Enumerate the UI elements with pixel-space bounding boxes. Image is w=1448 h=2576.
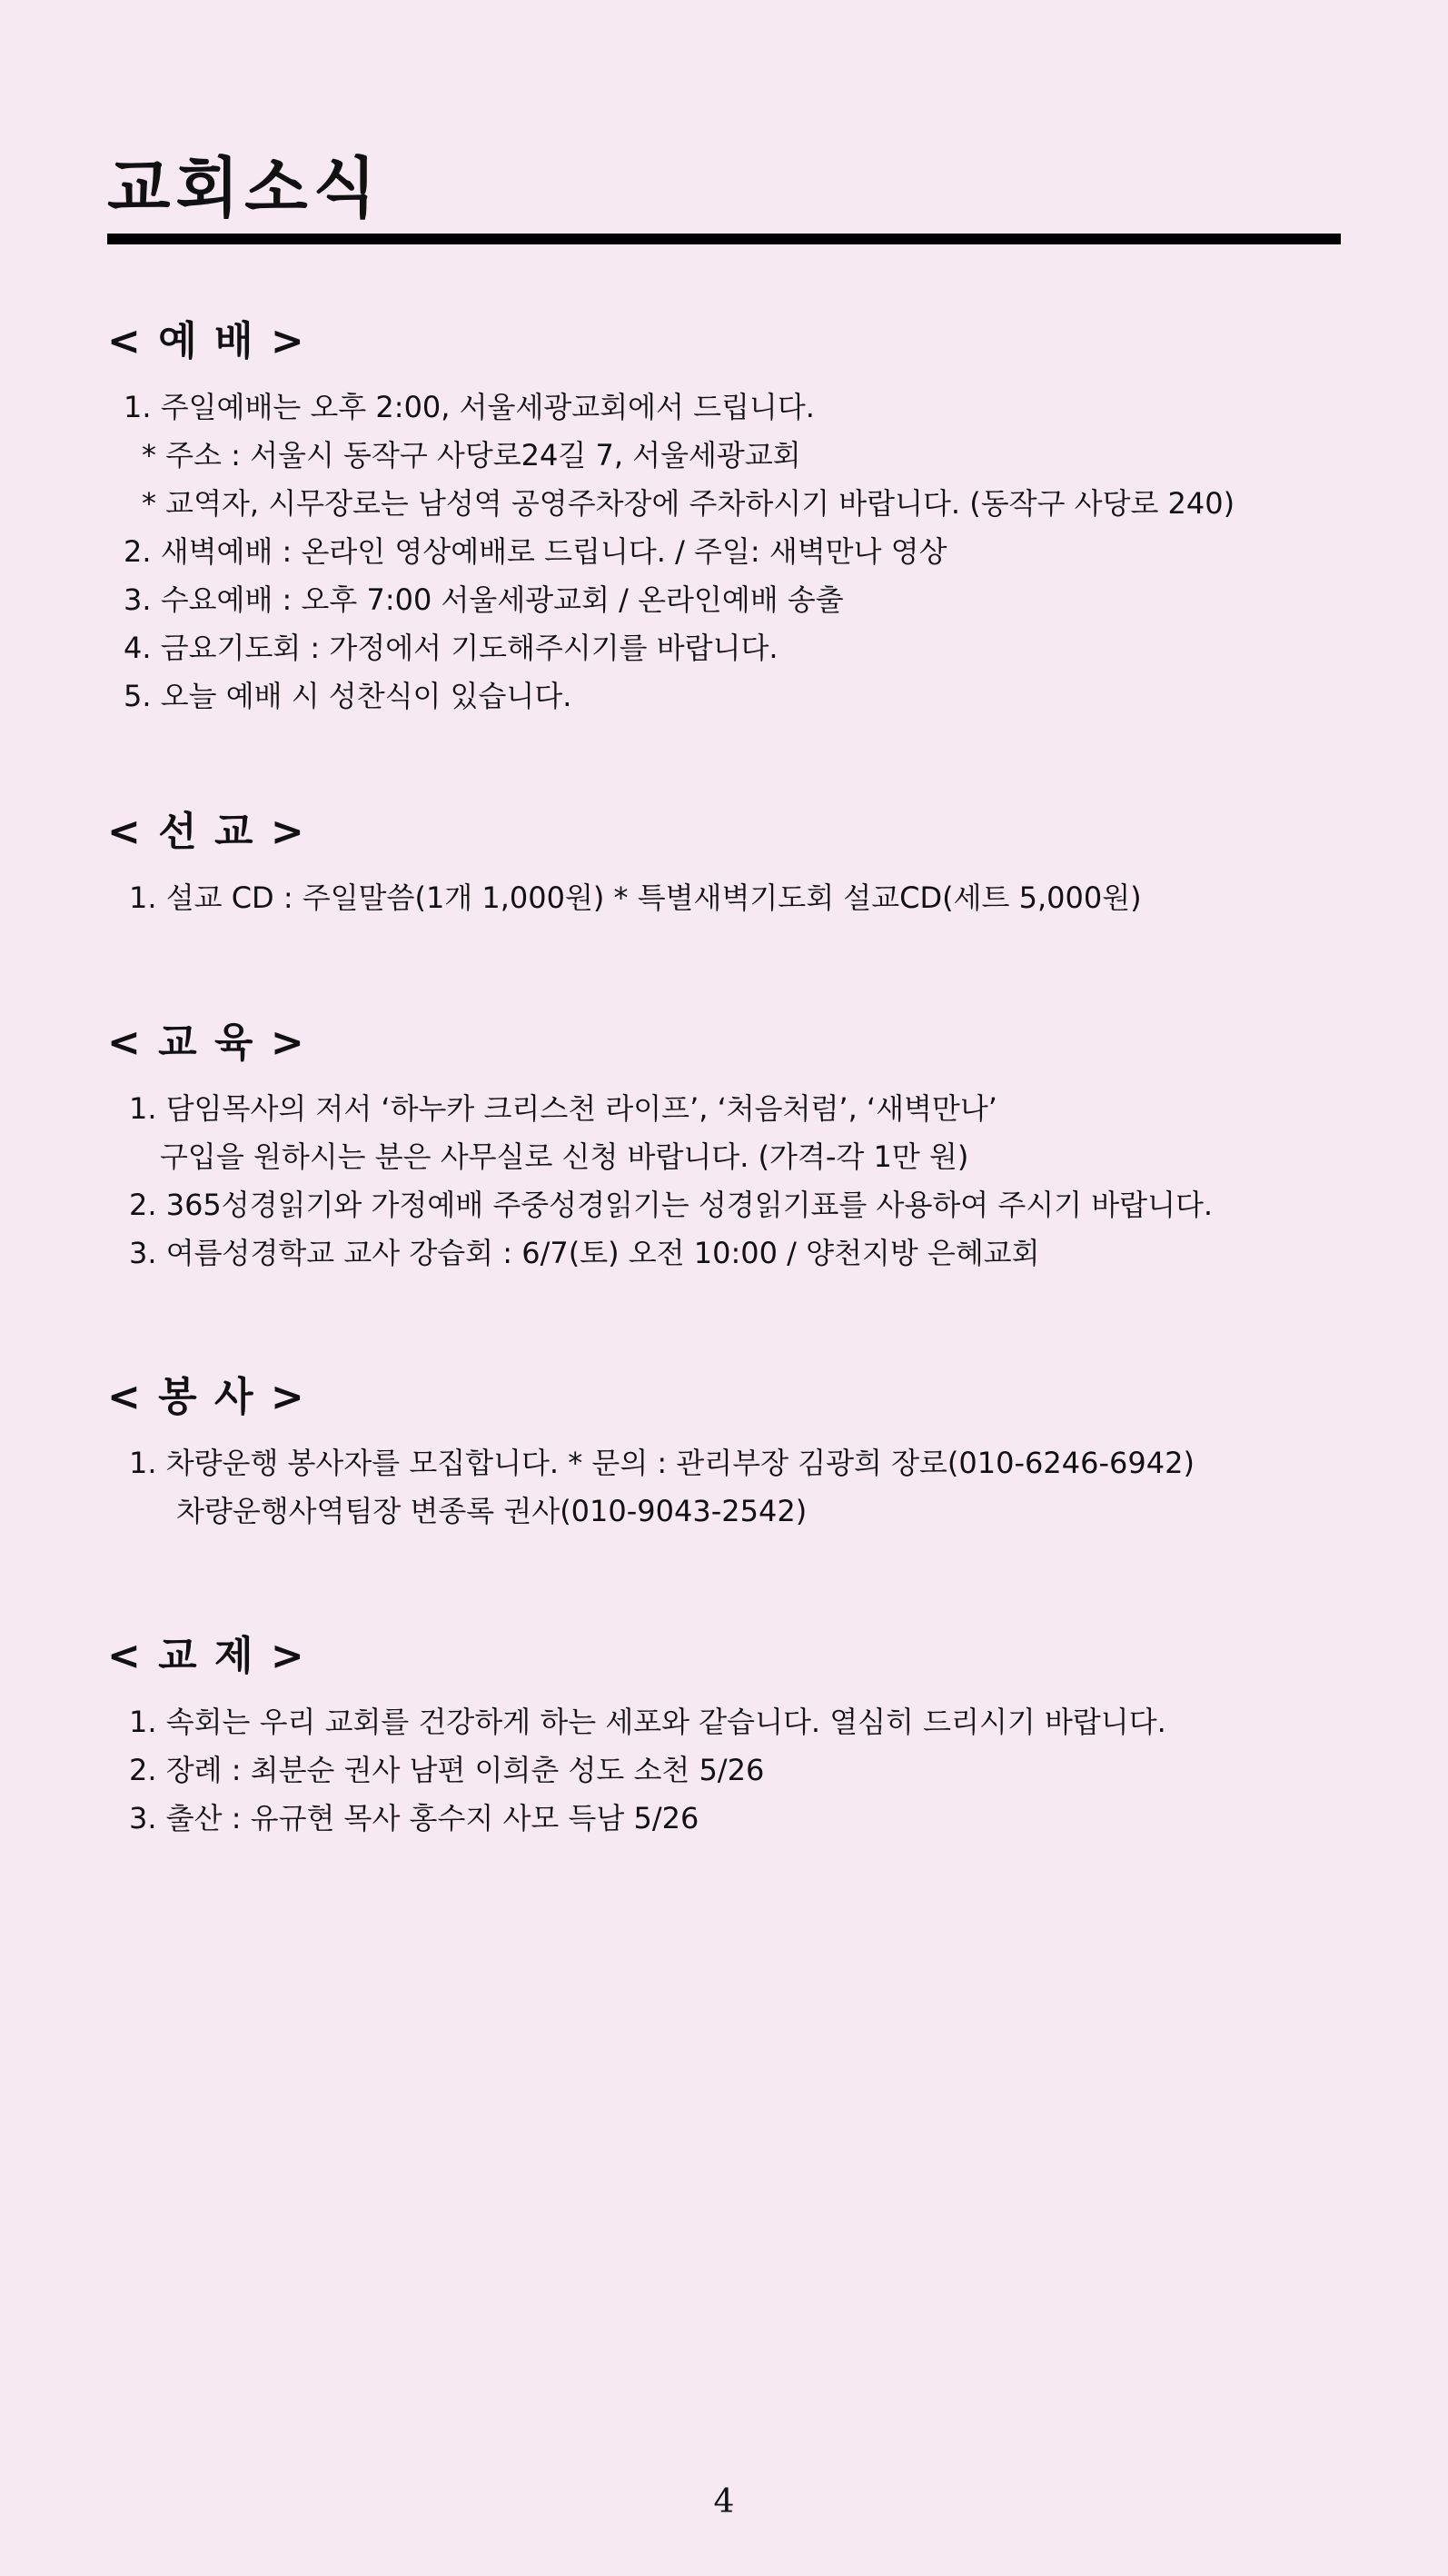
list-item: * 교역자, 시무장로는 남성역 공영주차장에 주차하시기 바랍니다. (동작구 사당로 240) bbox=[142, 486, 1235, 521]
worship-list bbox=[107, 383, 1361, 721]
list-item: 1. 속회는 우리 교회를 건강하게 하는 세포와 같습니다. 열심히 드리시기 바랍니다. bbox=[129, 1705, 1166, 1739]
list-item: 2. 장례 : 최분순 권사 남편 이희춘 성도 소천 5/26 bbox=[129, 1753, 765, 1787]
section-service bbox=[107, 1372, 1361, 1536]
page-number: 4 bbox=[713, 2483, 735, 2521]
list-item: 3. 여름성경학교 교사 강습회 : 6/7(토) 오전 10:00 / 양천지방 은혜교회 bbox=[129, 1236, 1040, 1270]
list-item: 4. 금요기도회 : 가정에서 기도해주시기를 바랍니다. bbox=[124, 631, 779, 665]
list-item: 1. 설교 CD : 주일말씀(1개 1,000원) * 특별새벽기도회 설교CD(세트 5,000원) bbox=[129, 880, 1142, 915]
section-education bbox=[107, 1018, 1361, 1278]
section-heading-worship: < 예 배 > bbox=[107, 318, 306, 364]
list-item: 1. 담임목사의 저서 ‘하누카 크리스천 라이프’, ‘처음처럼’, ‘새벽만나’ bbox=[129, 1091, 997, 1126]
list-item: 5. 오늘 예배 시 성찬식이 있습니다. bbox=[124, 679, 572, 713]
list-item: * 주소 : 서울시 동작구 사당로24길 7, 서울세광교회 bbox=[142, 438, 801, 472]
list-item: 2. 365성경읽기와 가정예배 주중성경읽기는 성경읽기표를 사용하여 주시기 바랍니다. bbox=[129, 1188, 1214, 1222]
fellowship-list bbox=[107, 1698, 1361, 1843]
list-item: 3. 출산 : 유규현 목사 홍수지 사모 득남 5/26 bbox=[129, 1801, 699, 1835]
page-title: 교회소식 bbox=[107, 150, 382, 226]
list-item: 2. 새벽예배 : 온라인 영상예배로 드립니다. / 주일: 새벽만나 영상 bbox=[124, 534, 947, 569]
service-list bbox=[107, 1439, 1361, 1536]
list-item: 1. 차량운행 봉사자를 모집합니다. * 문의 : 관리부장 김광희 장로(010-6246-6942) bbox=[129, 1446, 1195, 1480]
section-heading-fellowship: < 교 제 > bbox=[107, 1633, 306, 1679]
title-rule bbox=[107, 234, 1341, 244]
list-item: 구입을 원하시는 분은 사무실로 신청 바랍니다. (가격-각 1만 원) bbox=[160, 1139, 969, 1174]
education-list bbox=[107, 1085, 1361, 1278]
list-item: 3. 수요예배 : 오후 7:00 서울세광교회 / 온라인예배 송출 bbox=[124, 582, 844, 617]
section-mission bbox=[107, 807, 1361, 922]
section-heading-education: < 교 육 > bbox=[107, 1019, 306, 1066]
list-item: 1. 주일예배는 오후 2:00, 서울세광교회에서 드립니다. bbox=[124, 390, 815, 424]
list-item: 차량운행사역팀장 변종록 권사(010-9043-2542) bbox=[176, 1494, 808, 1528]
section-fellowship bbox=[107, 1631, 1361, 1843]
section-heading-service: < 봉 사 > bbox=[107, 1374, 306, 1420]
mission-list bbox=[107, 874, 1361, 922]
section-worship bbox=[107, 316, 1361, 721]
section-heading-mission: < 선 교 > bbox=[107, 809, 306, 855]
